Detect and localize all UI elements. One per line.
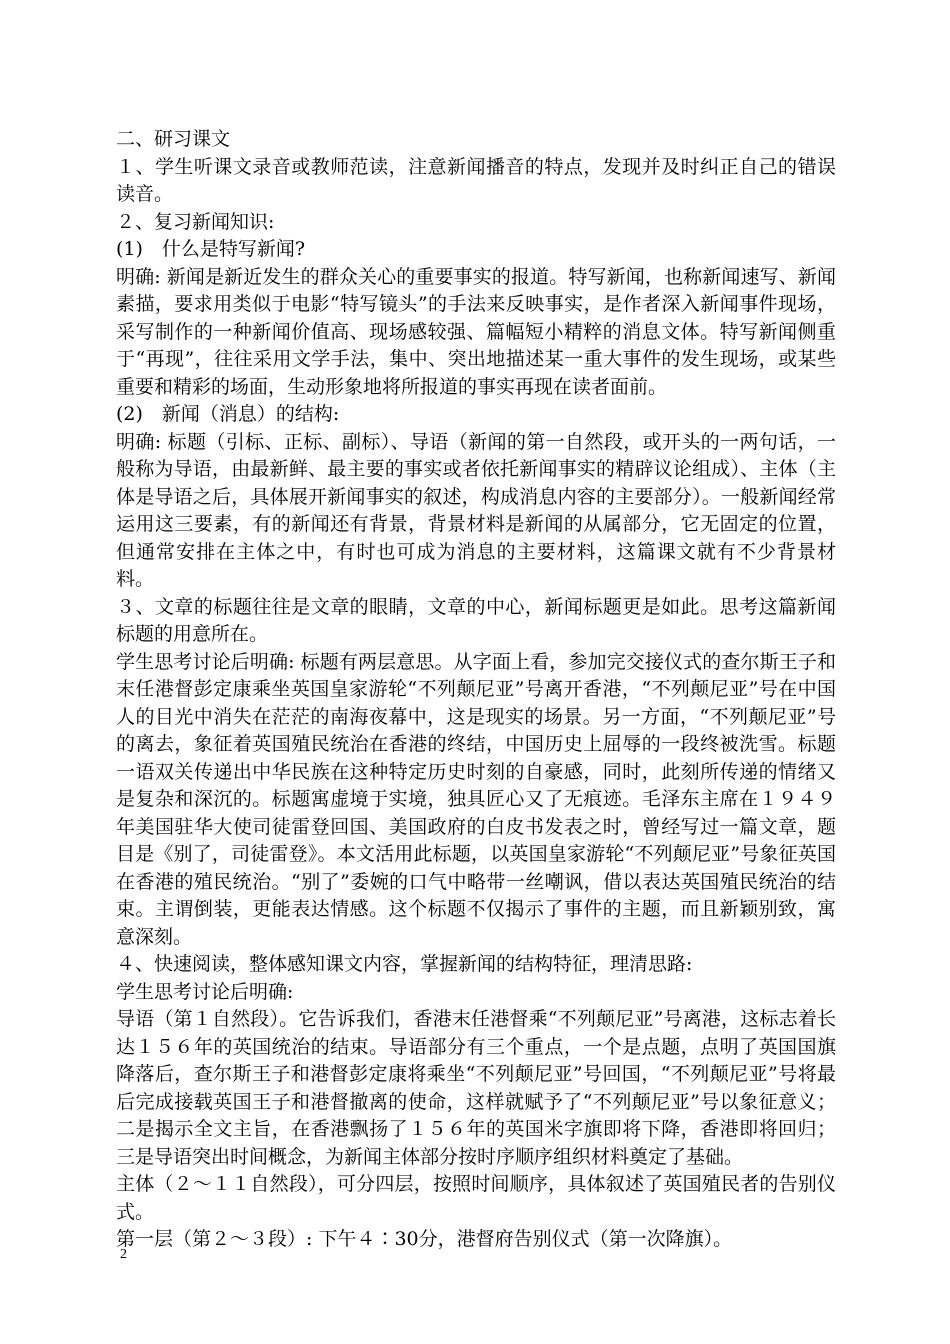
paragraph: 导语（第１自然段）。它告诉我们，香港末任港督乘“不列颠尼亚”号离港，这标志着长达１５６年的英国统治的结束。导语部分有三个重点，一个是点题，点明了英国国旗降落后，查尔斯王子和港督彭定康将乘坐“不列颠尼亚”号回国，“不列颠尼亚”号将最后完成接载英国王子和港督撤离的使命，这样就赋予了“不列颠尼亚”号以象征意义；二是揭示全文主旨，在香港飘扬了１５６年的英国米字旗即将下降，香港即将回归；三是导语突出时间概念，为新闻主体部分按时序顺序组织材料奠定了基础。	[116, 1008, 836, 1168]
paragraph: 学生思考讨论后明确: 标题有两层意思。从字面上看，参加完交接仪式的查尔斯王子和末任港督彭定康乘坐英国皇家游轮“不列颠尼亚”号离开香港，“不列颠尼亚”号在中国人的目光中消失在茫茫的南海夜幕中，这是现实的场景。另一方面，“不列颠尼亚”号的离去，象征着英国殖民统治在香港的终结，中国历史上屈辱的一段终被洗雪。标题一语双关传递出中华民族在这种特定历史时刻的自豪感，同时，此刻所传递的情绪又是复杂和深沉的。标题寓虚境于实境，独具匠心又了无痕迹。毛泽东主席在１９４９年美国驻华大使司徒雷登回国、美国政府的白皮书发表之时，曾经写过一篇文章，题目是《别了，司徒雷登》。本文活用此标题，以英国皇家游轮“不列颠尼亚”号象征英国在香港的殖民统治。“别了”委婉的口气中略带一丝嘲讽，借以表达英国殖民统治的结束。主谓倒装，更能表达情感。这个标题不仅揭示了事件的主题，而且新颖别致，寓意深刻。	[116, 650, 836, 948]
paragraph: ２、复习新闻知识:	[116, 210, 275, 233]
paragraph: (1) 什么是特写新闻?	[116, 238, 306, 260]
page-number: 2	[120, 1247, 127, 1262]
paragraph: １、学生听课文录音或教师范读，注意新闻播音的特点，发现并及时纠正自己的错误读音。	[116, 155, 836, 205]
body-text	[116, 126, 836, 1254]
paragraph: 第一层（第２～３段）: 下午４∶30分，港督府告别仪式（第一次降旗）。	[116, 1228, 733, 1250]
paragraph: 主体（２～１１自然段），可分四层，按照时间顺序，具体叙述了英国殖民者的告别仪式。	[116, 1173, 836, 1223]
paragraph: ４、快速阅读，整体感知课文内容，掌握新闻的结构特征，理清思路:	[116, 953, 693, 975]
paragraph: 学生思考讨论后明确:	[116, 980, 294, 1003]
paragraph: 明确: 标题（引标、正标、副标）、导语（新闻的第一自然段，或开头的一两句话，一般称为导语，由最新鲜、最主要的事实或者依托新闻事实的精辟议论组成）、主体（主体是导语之后，具体展开新闻事实的叙述，构成消息内容的主要部分）。一般新闻经常运用这三要素，有的新闻还有背景，背景材料是新闻的从属部分，它无固定的位置，但通常安排在主体之中，有时也可成为消息的主要材料，这篇课文就有不少背景材料。	[116, 430, 836, 590]
paragraph: (2) 新闻（消息）的结构:	[116, 403, 340, 425]
section-heading: 二、研习课文	[116, 128, 231, 150]
paragraph: 明确: 新闻是新近发生的群众关心的重要事实的报道。特写新闻，也称新闻速写、新闻素描，要求用类似于电影“特写镜头”的手法来反映事实，是作者深入新闻事件现场，采写制作的一种新闻价值高、现场感较强、篇幅短小精粹的消息文体。特写新闻侧重于“再现”，往往采用文学手法，集中、突出地描述某一重大事件的发生现场，或某些重要和精彩的场面，生动形象地将所报道的事实再现在读者面前。	[116, 265, 836, 398]
paragraph: ３、文章的标题往往是文章的眼睛，文章的中心，新闻标题更是如此。思考这篇新闻标题的用意所在。	[116, 595, 836, 645]
